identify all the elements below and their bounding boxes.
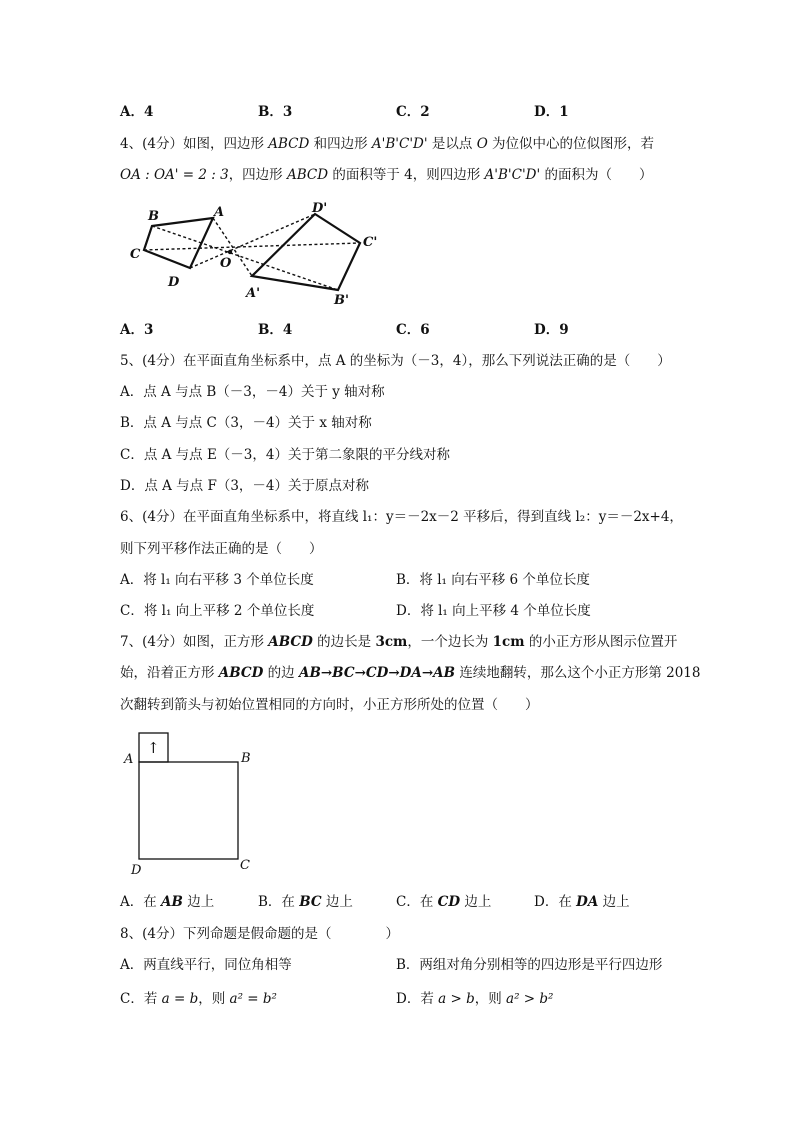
q7-stem-line3: 次翻转到箭头与初始位置相同的方向时，小正方形所处的位置（ ） bbox=[120, 697, 539, 713]
label-d: D bbox=[131, 863, 142, 878]
label-a: A bbox=[214, 205, 225, 220]
q4-option-c: C．6 bbox=[396, 322, 430, 338]
q5-option-b: B．点 A 与点 C（3，－4）关于 x 轴对称 bbox=[120, 415, 372, 431]
q7-square-figure bbox=[118, 728, 258, 878]
q6-option-c: C．将 l₁ 向上平移 2 个单位长度 bbox=[120, 603, 315, 619]
arrow-icon: ↑ bbox=[147, 739, 160, 757]
label-o: O bbox=[220, 256, 232, 271]
q8-option-d: D．若 a > b，则 a² > b² bbox=[396, 991, 554, 1007]
q4-option-d: D．9 bbox=[534, 322, 569, 338]
q3-option-d: D．1 bbox=[534, 104, 569, 120]
q3-option-b: B．3 bbox=[258, 104, 293, 120]
q4-option-a: A．3 bbox=[120, 322, 154, 338]
q4-stem-line2: OA : OA' = 2 : 3，四边形 ABCD 的面积等于 4，则四边形 A'B'C'D' 的面积为（ ） bbox=[120, 167, 653, 183]
q3-option-a: A．4 bbox=[120, 104, 154, 120]
label-c: C bbox=[240, 858, 250, 873]
q6-option-a: A．将 l₁ 向右平移 3 个单位长度 bbox=[120, 572, 314, 588]
label-b: B bbox=[148, 209, 159, 224]
q6-stem-line1: 6、(4分）在平面直角坐标系中，将直线 l₁：y＝－2x－2 平移后，得到直线 l₂：y＝－2x+4， bbox=[120, 509, 683, 525]
quad-abcd bbox=[144, 218, 213, 268]
quad-abcd-prime bbox=[252, 214, 360, 290]
q5-option-c: C．点 A 与点 E（－3，4）关于第二象限的平分线对称 bbox=[120, 447, 450, 463]
center-o-point bbox=[228, 250, 232, 254]
q7-option-c: C．在 CD 边上 bbox=[396, 894, 492, 910]
q5-stem: 5、(4分）在平面直角坐标系中，点 A 的坐标为（－3，4），那么下列说法正确的是（ ） bbox=[120, 353, 671, 369]
q8-option-b: B．两组对角分别相等的四边形是平行四边形 bbox=[396, 957, 663, 973]
label-c: C bbox=[130, 247, 141, 262]
q4-stem-line1: 4、(4分）如图，四边形 ABCD 和四边形 A'B'C'D' 是以点 O 为位似中心的位似图形，若 bbox=[120, 136, 655, 152]
q6-option-d: D．将 l₁ 向上平移 4 个单位长度 bbox=[396, 603, 591, 619]
label-b: B bbox=[241, 751, 251, 766]
q7-stem-line2: 始，沿着正方形 ABCD 的边 AB→BC→CD→DA→AB 连续地翻转，那么这个小正方形第 2018 bbox=[120, 665, 701, 681]
q7-option-a: A．在 AB 边上 bbox=[120, 894, 215, 910]
q7-option-b: B．在 BC 边上 bbox=[258, 894, 353, 910]
q6-option-b: B．将 l₁ 向右平移 6 个单位长度 bbox=[396, 572, 590, 588]
label-c-prime: C' bbox=[363, 235, 378, 250]
label-d: D bbox=[168, 275, 180, 290]
q7-stem-line1: 7、(4分）如图，正方形 ABCD 的边长是 3cm，一个边长为 1cm 的小正方形从图示位置开 bbox=[120, 634, 678, 650]
q8-option-c: C．若 a = b，则 a² = b² bbox=[120, 991, 277, 1007]
q3-option-c: C．2 bbox=[396, 104, 430, 120]
square-abcd bbox=[139, 762, 238, 859]
q5-option-a: A．点 A 与点 B（－3，－4）关于 y 轴对称 bbox=[120, 384, 385, 400]
q8-option-a: A．两直线平行，同位角相等 bbox=[120, 957, 292, 973]
q5-option-d: D．点 A 与点 F（3，－4）关于原点对称 bbox=[120, 478, 369, 494]
q4-option-b: B．4 bbox=[258, 322, 293, 338]
q7-option-d: D．在 DA 边上 bbox=[534, 894, 630, 910]
label-a-prime: A' bbox=[246, 286, 261, 301]
q8-stem: 8、(4分）下列命题是假命题的是（ ） bbox=[120, 926, 399, 942]
label-d-prime: D' bbox=[312, 201, 328, 216]
label-a: A bbox=[124, 752, 134, 767]
label-b-prime: B' bbox=[334, 293, 349, 308]
q6-stem-line2: 则下列平移作法正确的是（ ） bbox=[120, 541, 323, 557]
q4-homothety-figure bbox=[120, 196, 390, 308]
